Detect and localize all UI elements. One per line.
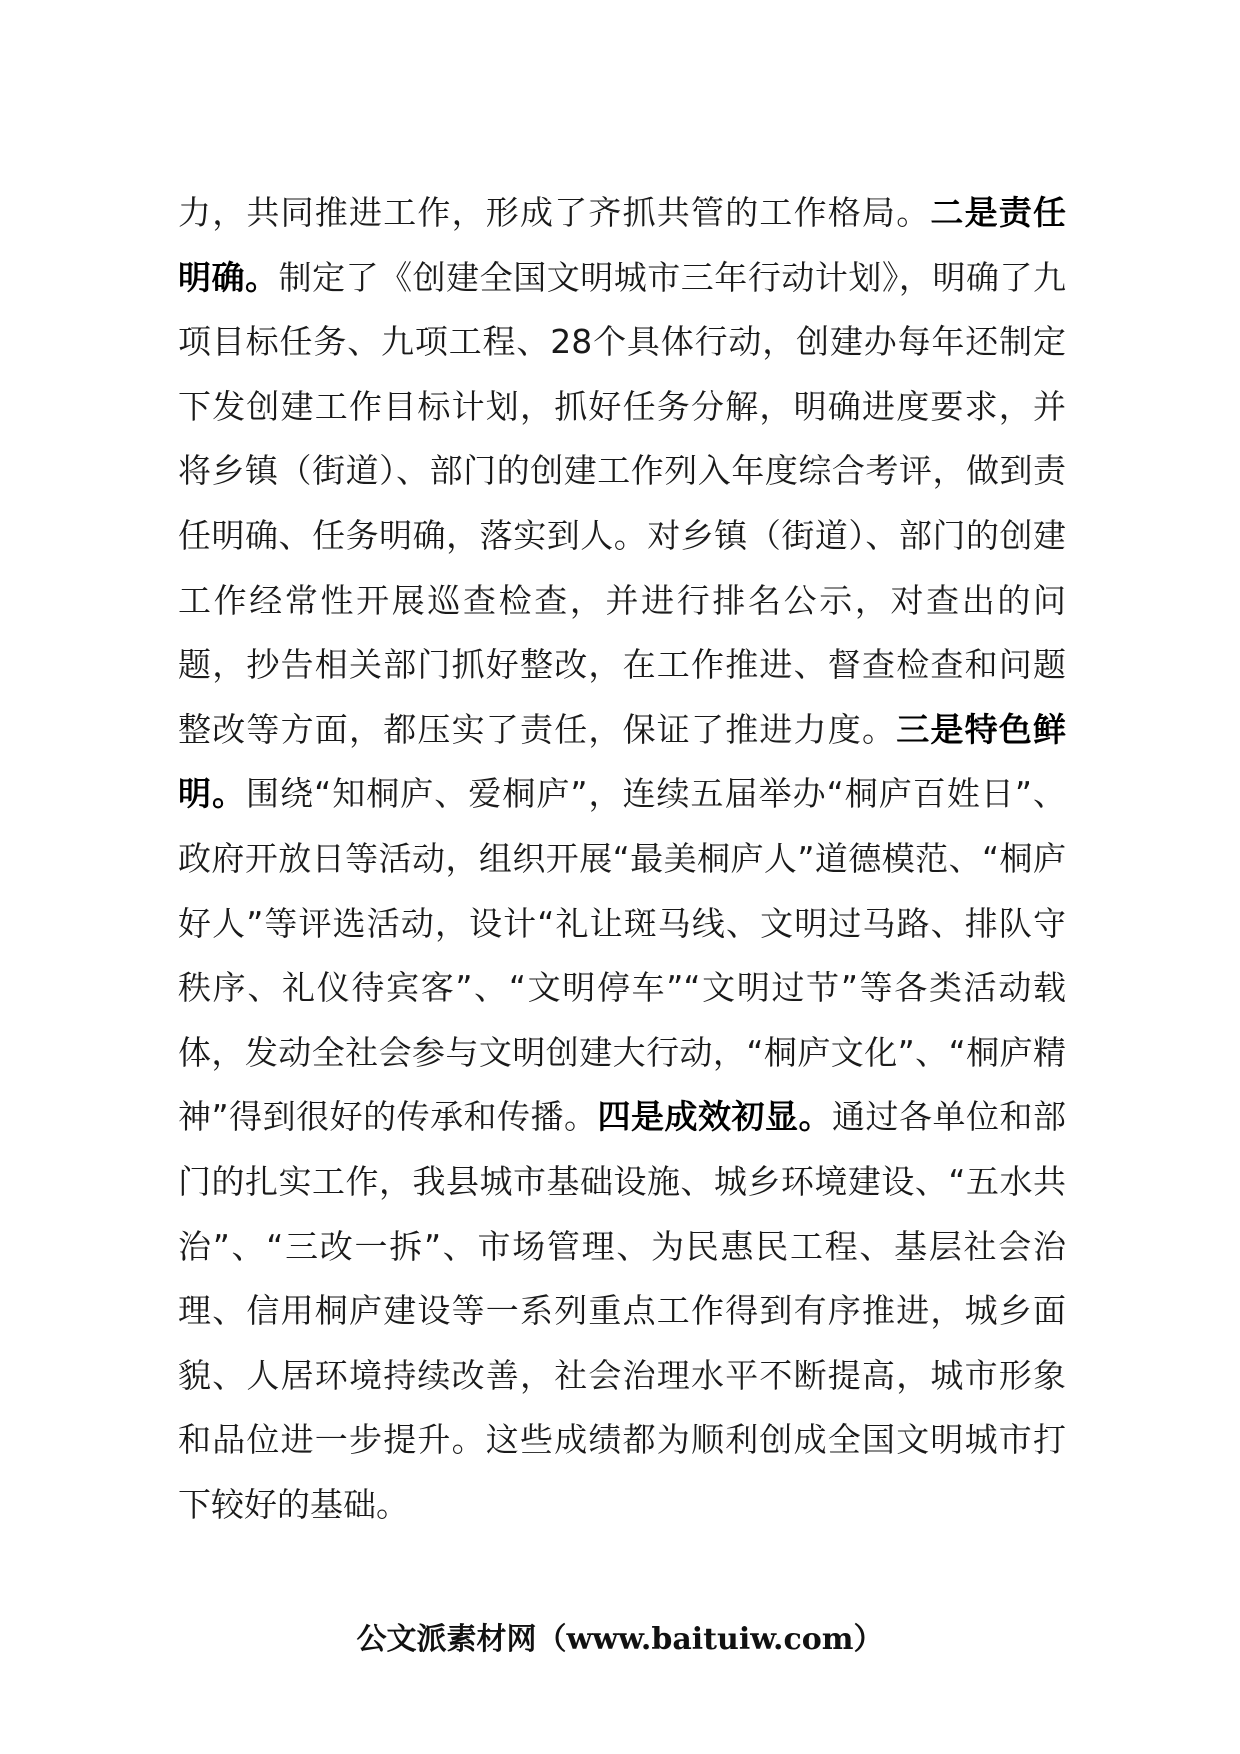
text-segment: 力，共同推进工作，形成了齐抓共管的工作格局。 [178, 193, 931, 232]
footer-watermark: 公文派素材网（www.baituiw.com） [356, 1622, 884, 1657]
bold-heading-segment: 二是责任明确。 [178, 193, 1067, 297]
text-segment: 围绕“知桐庐、爱桐庐”，连续五届举办“桐庐百姓日”、政府开放日等活动，组织开展“最美桐庐人”道德模范、“桐庐好人”等评选活动，设计“礼让斑马线、文明过马路、排队守秩序、礼仪待宾客”、“文明停车”“文明过节”等各类活动载体，发动全社会参与文明创建大行动，“桐庐文化”、“桐庐精神”得到很好的传承和传播。 [178, 774, 1066, 1137]
bold-heading-segment: 四是成效初显。 [597, 1097, 833, 1137]
text-segment: 制定了《创建全国文明城市三年行动计划》，明确了九项目标任务、九项工程、28个具体行动，创建办每年还制定下发创建工作目标计划，抓好任务分解，明确进度要求，并将乡镇（街道）、部门的创建工作列入年度综合考评，做到责任明确、任务明确，落实到人。对乡镇（街道）、部门的创建工作经常性开展巡查检查，并进行排名公示，对查出的问题，抄告相关部门抓好整改，在工作推进、督查检查和问题整改等方面，都压实了责任，保证了推进力度。 [178, 257, 1067, 749]
text-segment: 通过各单位和部门的扎实工作，我县城市基础设施、城乡环境建设、“五水共治”、“三改一拆”、市场管理、为民惠民工程、基层社会治理、信用桐庐建设等一系列重点工作得到有序推进，城乡面貌、人居环境持续改善，社会治理水平不断提高，城市形象和品位进一步提升。这些成绩都为顺利创成全国文明城市打下较好的基础。 [178, 1097, 1067, 1524]
bold-heading-segment: 三是特色鲜明。 [178, 709, 1067, 814]
body-paragraph [178, 181, 1066, 1537]
